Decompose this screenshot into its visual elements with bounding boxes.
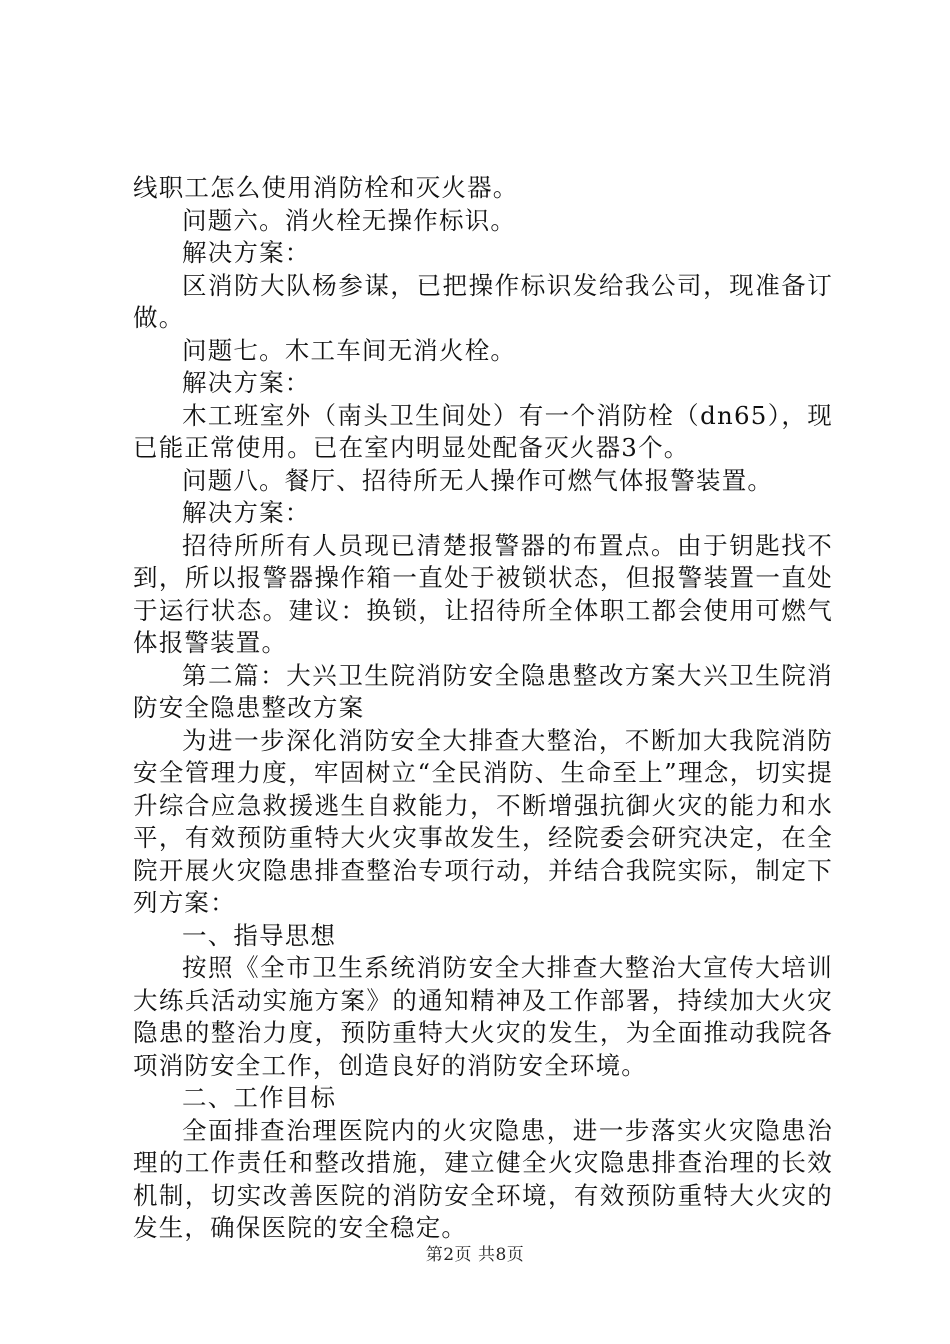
- heading-work-goals: 二、工作目标: [182, 1083, 337, 1112]
- label-solution: 解决方案：: [182, 238, 311, 267]
- paragraph-solution-seven: 木工班室外（南头卫生间处）有一个消防栓（dn65），现已能正常使用。已在室内明显处配备灭火器3个。: [133, 400, 833, 462]
- heading-issue-eight: 问题八。餐厅、招待所无人操作可燃气体报警装置。: [182, 465, 774, 495]
- document-body: [133, 172, 833, 1245]
- paragraph-solution-six: 区消防大队杨参谋，已把操作标识发给我公司，现准备订做。: [133, 270, 833, 332]
- section-title-part-two: 第二篇：大兴卫生院消防安全隐患整改方案大兴卫生院消防安全隐患整改方案: [133, 660, 833, 722]
- paragraph-continuation: 线职工怎么使用消防栓和灭火器。: [133, 173, 519, 202]
- heading-issue-seven: 问题七。木工车间无消火栓。: [182, 335, 517, 365]
- paragraph-guiding-ideology: 按照《全市卫生系统消防安全大排查大整治大宣传大培训大练兵活动实施方案》的通知精神及工作部署，持续加大火灾隐患的整治力度，预防重特大火灾的发生，为全面推动我院各项消防安全工作，创造良好的消防安全环境。: [133, 953, 833, 1080]
- paragraph-introduction: 为进一步深化消防安全大排查大整治，不断加大我院消防安全管理力度，牢固树立“全民消防、生命至上”理念，切实提升综合应急救援逃生自救能力，不断增强抗御火灾的能力和水平，有效预防重特大火灾事故发生，经院委会研究决定，在全院开展火灾隐患排查整治专项行动，并结合我院实际，制定下列方案：: [133, 725, 833, 917]
- heading-guiding-ideology: 一、指导思想: [182, 920, 337, 950]
- heading-issue-six: 问题六。消火栓无操作标识。: [182, 205, 517, 235]
- paragraph-solution-eight: 招待所所有人员现已清楚报警器的布置点。由于钥匙找不到，所以报警器操作箱一直处于被锁状态，但报警装置一直处于运行状态。建议：换锁，让招待所全体职工都会使用可燃气体报警装置。: [133, 530, 833, 657]
- paragraph-work-goals: 全面排查治理医院内的火灾隐患，进一步落实火灾隐患治理的工作责任和整改措施，建立健全火灾隐患排查治理的长效机制，切实改善医院的消防安全环境，有效预防重特大火灾的发生，确保医院的安全稳定。: [133, 1115, 833, 1242]
- page-footer: 第2页 共8页: [425, 1245, 525, 1265]
- label-solution: 解决方案：: [182, 368, 311, 397]
- label-solution: 解决方案：: [182, 498, 311, 527]
